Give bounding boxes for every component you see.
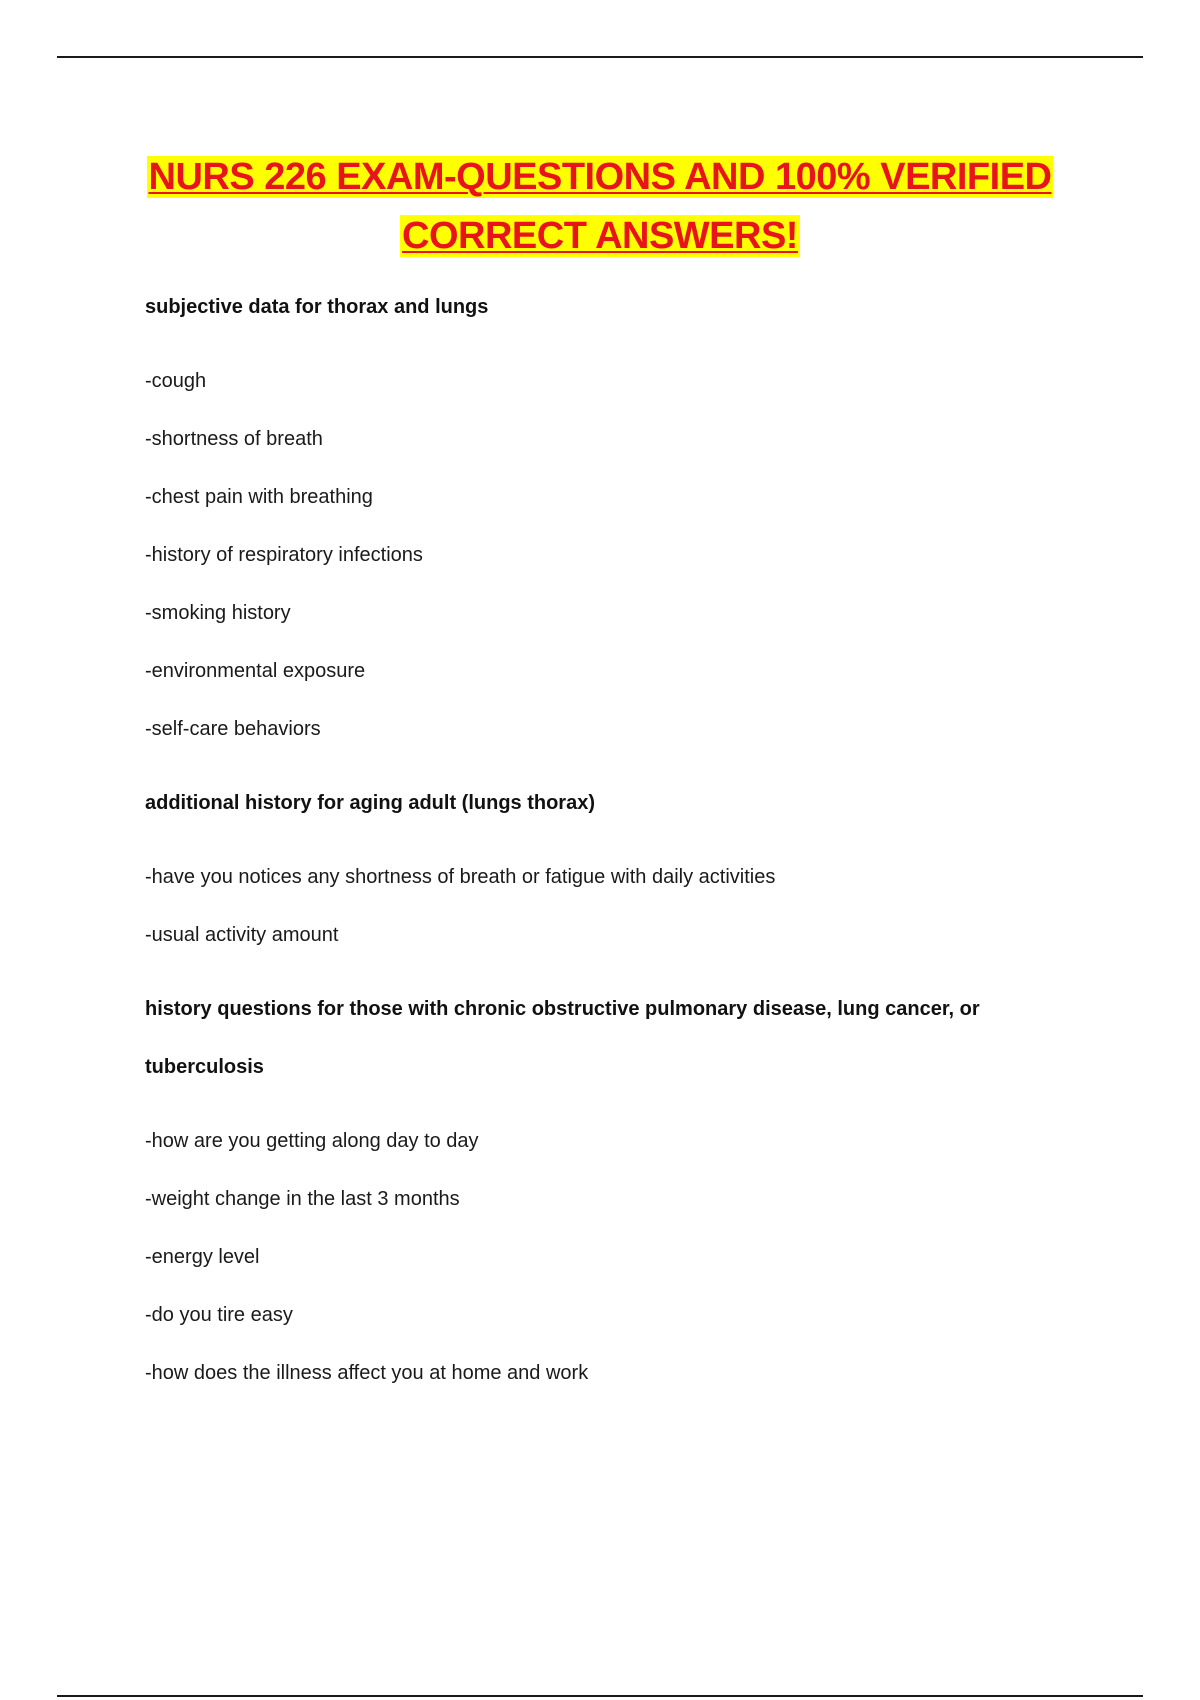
list-item: -energy level [145,1246,260,1268]
list-item: -environmental exposure [145,660,366,682]
title-line-1: NURS 226 EXAM-QUESTIONS AND 100% VERIFIED [148,156,1052,198]
list-item: -usual activity amount [145,924,339,946]
section-subjective-data [145,278,1045,758]
section-heading: subjective data for thorax and lungs [145,296,489,318]
bottom-rule [57,1695,1143,1697]
list-item: -have you notices any shortness of breath or fatigue with daily activities [145,866,776,888]
list-item: -chest pain with breathing [145,486,373,508]
list-item: -do you tire easy [145,1304,293,1326]
document-body [145,278,1045,1402]
list-item: -how does the illness affect you at home and work [145,1362,589,1384]
section-chronic-disease [145,980,1045,1402]
list-item: -smoking history [145,602,291,624]
list-item: -weight change in the last 3 months [145,1188,460,1210]
section-heading: history questions for those with chronic obstructive pulmonary disease, lung cancer, or tuberculosis [145,998,980,1078]
list-item: -history of respiratory infections [145,544,423,566]
section-heading: additional history for aging adult (lungs thorax) [145,792,595,814]
list-item: -cough [145,370,207,392]
list-item: -shortness of breath [145,428,323,450]
list-item: -self-care behaviors [145,718,321,740]
title-line-2: CORRECT ANSWERS! [402,215,798,257]
list-item: -how are you getting along day to day [145,1130,479,1152]
document-title [100,148,1100,266]
top-rule [57,56,1143,58]
section-aging-adult [145,774,1045,964]
